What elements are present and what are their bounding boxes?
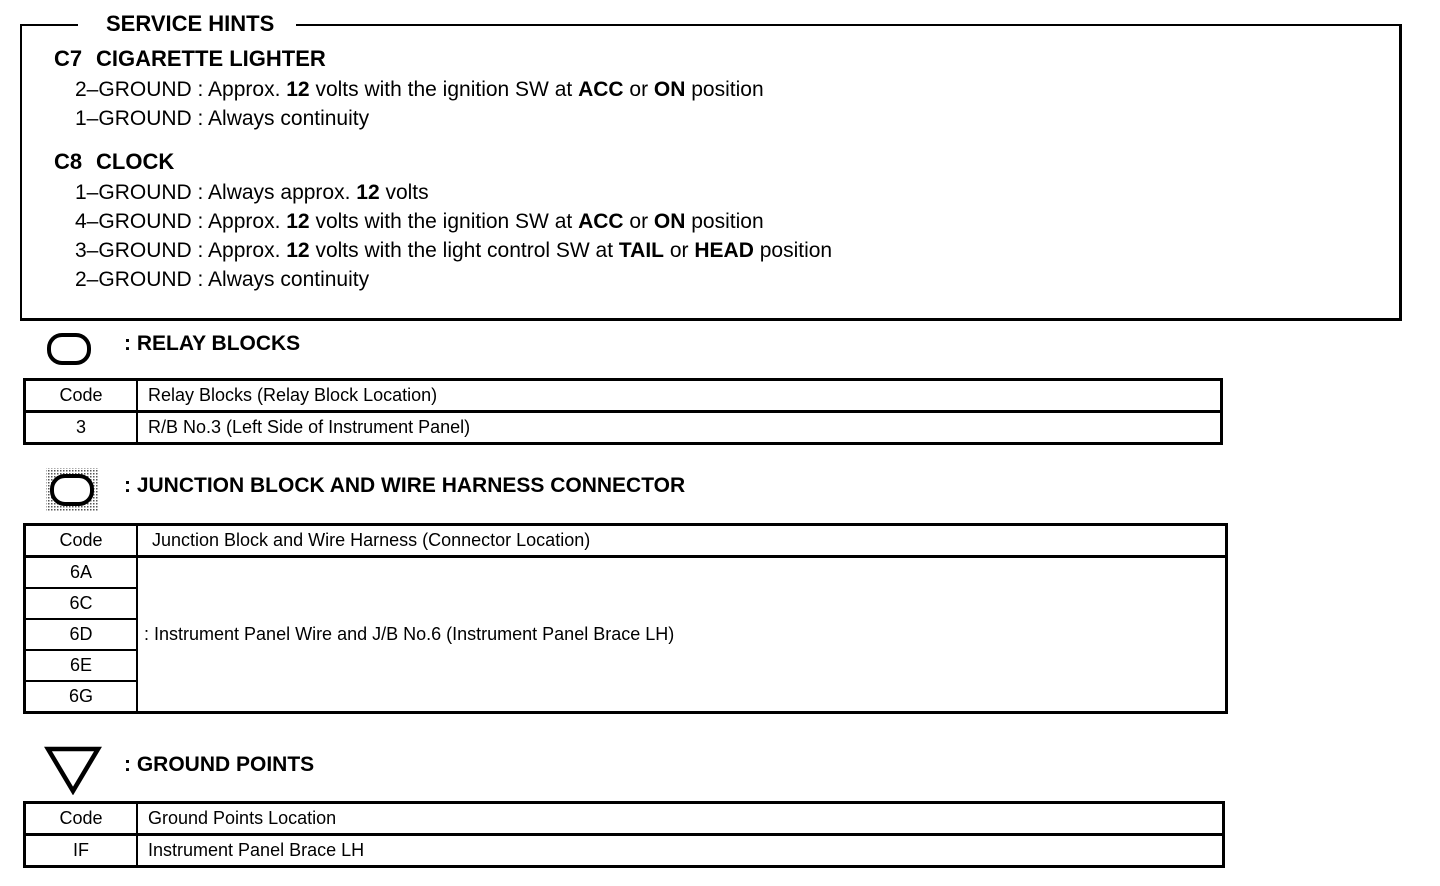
table-row — [25, 557, 1227, 589]
hint-line — [75, 105, 369, 133]
table-header-row — [25, 803, 1224, 835]
table-header-row — [25, 380, 1222, 412]
hint-text: or — [664, 239, 695, 262]
section-name: CLOCK — [96, 149, 175, 174]
column-header: Junction Block and Wire Harness (Connector Location) — [137, 525, 1227, 557]
hint-text: volts with the light control SW at — [309, 239, 619, 262]
relay-blocks-table — [23, 378, 1223, 445]
location-cell: R/B No.3 (Left Side of Instrument Panel) — [137, 412, 1222, 444]
hint-line — [75, 266, 369, 294]
pin-label: 1–GROUND : — [75, 107, 204, 130]
code-cell: 6E — [25, 650, 138, 681]
location-cell: Instrument Panel Brace LH — [137, 835, 1224, 867]
section-c7-title — [54, 45, 326, 73]
hint-value: ON — [653, 210, 686, 233]
hint-text: position — [685, 210, 764, 233]
ground-point-icon — [44, 745, 102, 795]
hint-value: HEAD — [694, 239, 754, 262]
column-header: Code — [25, 803, 138, 835]
hint-value: ACC — [578, 210, 624, 233]
column-header: Code — [25, 380, 138, 412]
hint-text: Always continuity — [203, 268, 370, 291]
code-cell: 6D — [25, 619, 138, 650]
hint-line — [75, 179, 429, 207]
hint-text: Always approx. — [203, 181, 357, 204]
junction-block-icon — [45, 467, 99, 513]
hint-value: 12 — [286, 239, 310, 262]
hint-text: or — [623, 210, 654, 233]
hint-line — [75, 76, 764, 104]
pin-label: 3–GROUND : — [75, 239, 204, 262]
hint-text: position — [753, 239, 833, 262]
hint-text: volts with the ignition SW at — [309, 210, 579, 233]
code-cell: IF — [25, 835, 138, 867]
code-cell: 6G — [25, 681, 138, 713]
pin-label: 4–GROUND : — [75, 210, 204, 233]
location-cell: : Instrument Panel Wire and J/B No.6 (Instrument Panel Brace LH) — [137, 557, 1227, 713]
table-header-row — [25, 525, 1227, 557]
hint-text: Approx. — [203, 78, 287, 101]
hint-value: 12 — [356, 181, 380, 204]
table-row — [25, 835, 1224, 867]
ground-points-heading: : GROUND POINTS — [124, 753, 315, 776]
code-cell: 6A — [25, 557, 138, 589]
section-name: CIGARETTE LIGHTER — [96, 46, 326, 71]
pin-label: 2–GROUND : — [75, 78, 204, 101]
code-cell: 3 — [25, 412, 138, 444]
hint-text: Approx. — [203, 210, 287, 233]
hint-value: ON — [653, 78, 686, 101]
hint-text: or — [623, 78, 654, 101]
hint-text: position — [685, 78, 764, 101]
section-code: C7 — [54, 46, 83, 71]
hint-text: volts with the ignition SW at — [309, 78, 579, 101]
pin-label: 2–GROUND : — [75, 268, 204, 291]
hint-value: 12 — [286, 210, 310, 233]
section-code: C8 — [54, 149, 83, 174]
ground-points-table — [23, 801, 1225, 868]
hint-text: Approx. — [203, 239, 287, 262]
service-hints-title: SERVICE HINTS — [78, 10, 296, 38]
junction-block-table — [23, 523, 1228, 714]
pin-label: 1–GROUND : — [75, 181, 204, 204]
table-row — [25, 412, 1222, 444]
hint-text: volts — [379, 181, 429, 204]
hint-text: Always continuity — [203, 107, 370, 130]
hint-line — [75, 208, 764, 236]
section-c8-title — [54, 148, 174, 176]
junction-block-heading: : JUNCTION BLOCK AND WIRE HARNESS CONNECTOR — [124, 474, 686, 497]
relay-blocks-heading: : RELAY BLOCKS — [124, 332, 301, 355]
column-header: Relay Blocks (Relay Block Location) — [137, 380, 1222, 412]
hint-value: TAIL — [618, 239, 665, 262]
hint-line — [75, 237, 832, 265]
column-header: Ground Points Location — [137, 803, 1224, 835]
relay-block-icon — [46, 331, 92, 367]
hint-value: 12 — [286, 78, 310, 101]
column-header: Code — [25, 525, 138, 557]
hint-value: ACC — [578, 78, 624, 101]
code-cell: 6C — [25, 588, 138, 619]
